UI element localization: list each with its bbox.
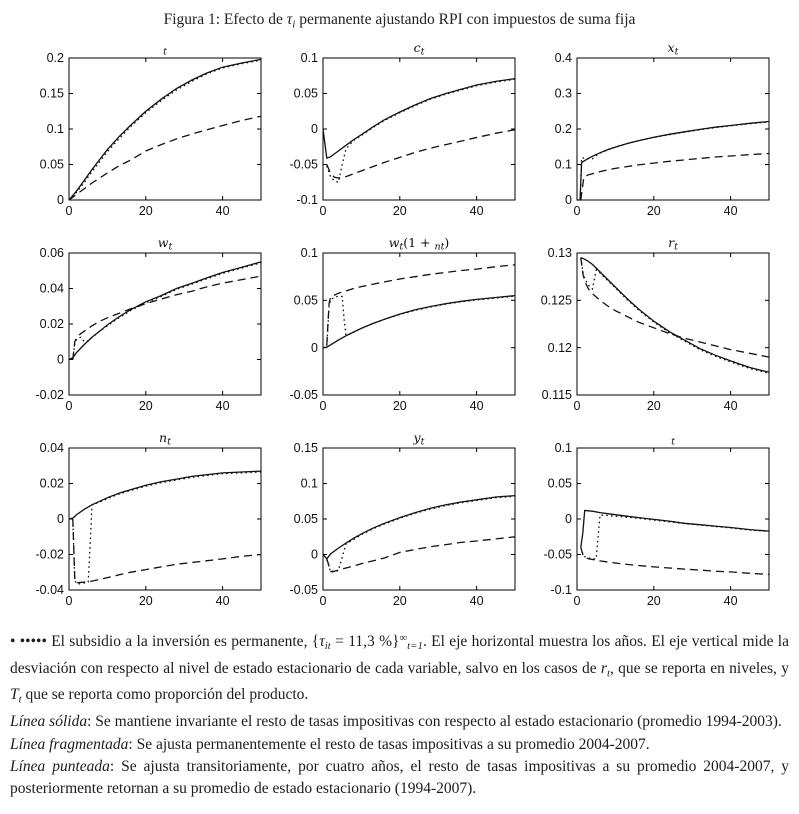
subplot-row-1	[0, 42, 799, 222]
x-tick-label: 0	[319, 594, 326, 609]
x-tick-label: 40	[469, 594, 484, 609]
y-tick-label: 0.13	[547, 246, 572, 261]
series-dotted	[580, 258, 768, 374]
subplot-yt	[277, 432, 523, 612]
y-tick-label: 0.2	[46, 51, 64, 66]
series-solid	[69, 471, 261, 519]
series-dashed	[326, 265, 514, 345]
chart-canvas	[277, 237, 523, 417]
x-tick-label: 40	[215, 204, 230, 219]
x-tick-label: 0	[65, 399, 72, 414]
text-segment: τ	[319, 633, 325, 651]
y-tick-label: 0.04	[39, 441, 64, 456]
subplot-title: yt	[413, 432, 424, 448]
series-dashed	[580, 548, 768, 575]
x-tick-label: 20	[392, 399, 407, 414]
text-segment: τ	[286, 11, 293, 28]
series-solid	[69, 262, 261, 360]
subplot-title: xt	[667, 42, 678, 58]
series-dotted	[72, 263, 260, 360]
text-segment: • ••••• El subsidio a la inversión es permanente,	[10, 633, 312, 651]
y-tick-label: 0	[310, 122, 318, 137]
y-tick-label: 0.05	[293, 86, 318, 101]
y-tick-label: 0	[310, 547, 318, 562]
y-tick-label: 0	[310, 341, 318, 356]
series-solid	[323, 79, 515, 159]
y-tick-label: 0.05	[293, 512, 318, 527]
y-tick-label: 0.06	[39, 246, 64, 261]
y-tick-label: -0.02	[35, 547, 64, 562]
y-tick-label: 0.05	[39, 157, 64, 172]
subplot-title: wt	[157, 237, 172, 253]
x-tick-label: 20	[392, 204, 407, 219]
y-tick-label: 0.1	[300, 476, 318, 491]
series-dashed	[580, 154, 768, 201]
y-tick-label: 0	[564, 193, 572, 208]
subplot-row-3	[0, 432, 799, 612]
text-segment: t=1	[407, 640, 423, 653]
x-tick-label: 0	[319, 204, 326, 219]
subplot-rt	[531, 237, 777, 417]
x-tick-label: 0	[573, 399, 580, 414]
axes-box	[323, 253, 515, 395]
y-tick-label: 0.1	[300, 51, 318, 66]
series-solid	[323, 296, 515, 348]
subplot-nt	[23, 432, 269, 612]
axes-box	[323, 448, 515, 590]
text-segment: t	[606, 667, 610, 680]
x-tick-label: 20	[138, 594, 153, 609]
series-dashed	[72, 276, 260, 359]
axes-box	[69, 58, 261, 200]
y-tick-label: -0.1	[295, 193, 318, 208]
y-tick-label: -0.02	[35, 388, 64, 403]
x-tick-label: 0	[319, 399, 326, 414]
y-tick-label: -0.1	[549, 583, 572, 598]
chart-canvas	[531, 237, 777, 417]
subplot-xt	[531, 42, 777, 222]
y-tick-label: 0.1	[554, 157, 572, 172]
y-tick-label: -0.05	[543, 547, 572, 562]
y-tick-label: -0.05	[289, 583, 318, 598]
series-dotted	[72, 472, 260, 584]
text-segment: Línea sólida	[10, 713, 88, 731]
subplot-wt-1-plus-taunt	[277, 237, 523, 417]
chart-canvas	[23, 432, 269, 612]
text-segment: : Se ajusta transitoriamente, por cuatro años, el resto de tasas impositivas a su promedio 2004-2007, y posteriormente retornan a su promedio de estado estacionario (1994-2007).	[10, 757, 789, 798]
y-tick-label: 0.1	[554, 441, 572, 456]
x-tick-label: 40	[469, 204, 484, 219]
series-dashed	[326, 537, 514, 572]
series-dotted	[326, 497, 514, 573]
chart-canvas	[23, 42, 269, 222]
axes-box	[69, 253, 261, 395]
subplot-title: ct	[413, 42, 424, 58]
x-tick-label: 20	[138, 204, 153, 219]
x-tick-label: 20	[646, 594, 661, 609]
y-tick-label: -0.05	[289, 157, 318, 172]
y-tick-label: 0.05	[547, 476, 572, 491]
series-dashed	[72, 519, 260, 583]
x-tick-label: 0	[65, 204, 72, 219]
axes-box	[69, 448, 261, 590]
y-tick-label: -0.04	[35, 583, 64, 598]
text-segment: permanente ajustando RPI con impuestos de suma fija	[295, 11, 636, 28]
text-segment: it	[324, 640, 331, 653]
series-dashed	[69, 116, 261, 200]
caption-note	[10, 627, 789, 711]
text-segment: . El eje horizontal muestra los años. El eje vertical mide la desviación con respecto al nivel de estado estacionario de cada variable, salvo en los casos de	[10, 633, 789, 677]
text-segment: = 11,3 %}	[330, 633, 400, 651]
x-tick-label: 20	[646, 204, 661, 219]
chart-canvas	[277, 432, 523, 612]
series-dotted	[326, 296, 514, 346]
figure-title	[0, 0, 799, 30]
x-tick-label: 0	[573, 204, 580, 219]
axes-box	[577, 448, 769, 590]
text-segment: {	[311, 633, 320, 651]
x-tick-label: 40	[723, 204, 738, 219]
text-segment: t	[18, 693, 22, 706]
x-tick-label: 40	[469, 399, 484, 414]
x-tick-label: 40	[215, 594, 230, 609]
x-tick-label: 0	[65, 594, 72, 609]
y-tick-label: 0.125	[540, 293, 572, 308]
y-tick-label: 0.02	[39, 317, 64, 332]
y-tick-label: 0.115	[541, 388, 572, 403]
axes-box	[577, 253, 769, 395]
series-dotted	[69, 60, 261, 200]
y-tick-label: 0.02	[39, 476, 64, 491]
x-tick-label: 40	[215, 399, 230, 414]
subplot-kt	[23, 42, 269, 222]
y-tick-label: 0	[56, 193, 64, 208]
text-segment: : Se ajusta permanentemente el resto de tasas impositivas a su promedio 2004-2007.	[128, 735, 650, 753]
x-tick-label: 20	[646, 399, 661, 414]
text-segment: , que se reporta en niveles, y	[609, 659, 789, 677]
figure-caption	[10, 627, 789, 800]
chart-canvas	[531, 42, 777, 222]
text-segment: Línea punteada	[10, 757, 110, 775]
subplot-ct	[277, 42, 523, 222]
x-tick-label: 20	[392, 594, 407, 609]
y-tick-label: 0.4	[554, 51, 572, 66]
x-tick-label: 0	[573, 594, 580, 609]
series-dashed	[326, 130, 514, 178]
subplot-row-2	[0, 237, 799, 417]
series-solid	[69, 60, 261, 201]
y-tick-label: 0.1	[300, 246, 318, 261]
chart-canvas	[531, 432, 777, 612]
y-tick-label: 0.3	[554, 86, 572, 101]
text-segment: T	[10, 686, 19, 704]
y-tick-label: 0	[56, 352, 64, 367]
text-segment: Figura 1: Efecto de	[163, 11, 287, 28]
series-solid	[577, 122, 769, 201]
subplot-title: wt(1 + nt)	[388, 237, 449, 253]
x-tick-label: 40	[723, 399, 738, 414]
series-dashed	[580, 258, 768, 357]
y-tick-label: 0	[56, 512, 64, 527]
y-tick-label: 0	[564, 512, 572, 527]
caption-dotted-line	[10, 756, 789, 801]
caption-solid-line	[10, 711, 789, 733]
text-segment: : Se mantiene invariante el resto de tasas impositivas con respecto al estado estacionario (promedio 1994-2003).	[87, 713, 782, 731]
y-tick-label: 0.1	[46, 122, 64, 137]
subplot-title: t	[162, 46, 167, 58]
series-dotted	[326, 80, 514, 183]
x-tick-label: 40	[723, 594, 738, 609]
y-tick-label: 0.04	[39, 281, 64, 296]
y-tick-label: 0.15	[293, 441, 318, 456]
x-tick-label: 20	[138, 399, 153, 414]
y-tick-label: 0.05	[293, 293, 318, 308]
subplot-title: t	[670, 436, 675, 448]
axes-box	[577, 58, 769, 200]
text-segment: ∞	[399, 632, 408, 645]
subplot-title: rt	[667, 237, 678, 253]
text-segment: Línea fragmentada	[10, 735, 129, 753]
subplot-wt	[23, 237, 269, 417]
text-segment: r	[600, 659, 607, 677]
y-tick-label: 0.15	[39, 86, 64, 101]
y-tick-label: -0.05	[289, 388, 318, 403]
chart-canvas	[23, 237, 269, 417]
subplot-Tt	[531, 432, 777, 612]
y-tick-label: 0.2	[554, 122, 572, 137]
text-segment: que se reporta como proporción del producto.	[21, 686, 309, 704]
chart-canvas	[277, 42, 523, 222]
series-solid	[580, 258, 768, 373]
series-solid	[580, 511, 768, 548]
caption-dashed-line	[10, 734, 789, 756]
subplot-title: nt	[158, 432, 171, 448]
text-segment: i	[292, 18, 296, 31]
axes-box	[323, 58, 515, 200]
y-tick-label: 0.12	[547, 341, 572, 356]
subplot-grid	[0, 42, 799, 612]
